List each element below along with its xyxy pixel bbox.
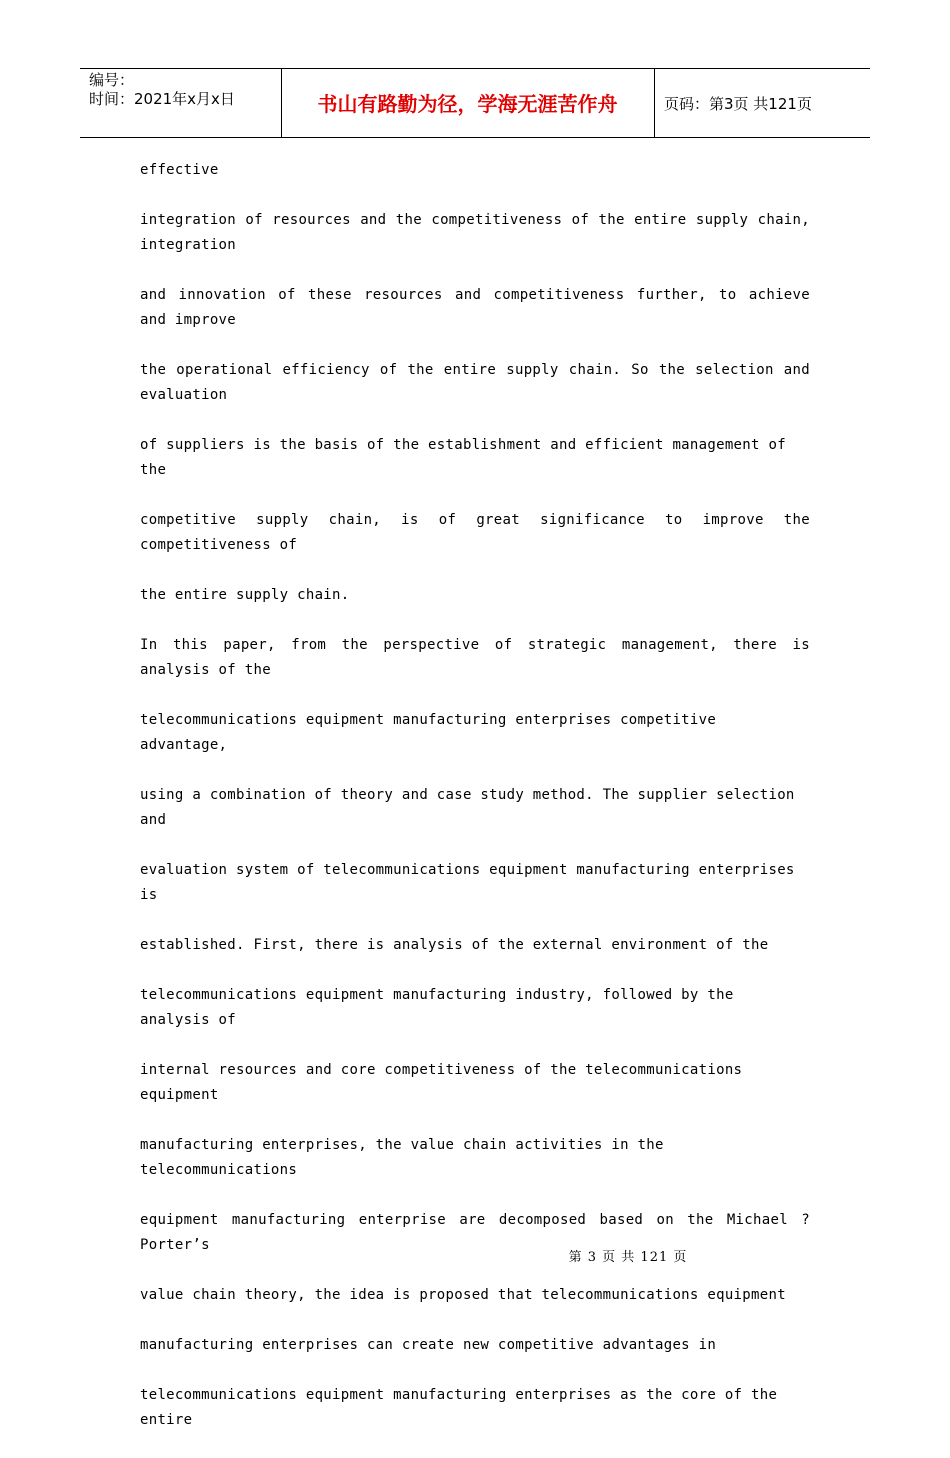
body-paragraph: the operational efficiency of the entire supply chain. So the selection and evaluation (140, 362, 810, 403)
body-paragraph: telecommunications equipment manufacturing enterprises as the core of the entire (140, 1387, 778, 1428)
body-paragraph: evaluation system of telecommunications equipment manufacturing enterprises is (140, 862, 795, 903)
page-footer: 第 3 页 共 121 页 (568, 1250, 688, 1265)
body-paragraph: manufacturing enterprises can create new competitive advantages in (140, 1337, 717, 1353)
body-paragraph: value chain theory, the idea is proposed that telecommunications equipment (140, 1287, 786, 1303)
body-paragraph: competitive supply chain, is of great significance to improve the competitiveness of (140, 512, 810, 553)
body-paragraph: and innovation of these resources and competitiveness further, to achieve and improve (140, 287, 810, 328)
header-motto: 书山有路勤为径，学海无涯苦作舟 (317, 92, 618, 116)
body-paragraph: manufacturing enterprises, the value chain activities in the telecommunications (140, 1137, 664, 1178)
body-paragraph: of suppliers is the basis of the establishment and efficient management of the (140, 437, 786, 478)
body-paragraph: telecommunications equipment manufacturing enterprises competitive advantage, (140, 712, 717, 753)
document-number-label: 编号： (89, 71, 135, 89)
body-paragraph: equipment manufacturing enterprise are decomposed based on the Michael ? Porter’s (140, 1212, 810, 1253)
header-page-info: 页码：第3页 共121页 (664, 95, 812, 113)
page-header (80, 68, 870, 138)
body-paragraph: using a combination of theory and case study method. The supplier selection and (140, 787, 795, 828)
body-paragraph: integration of resources and the competitiveness of the entire supply chain, integration (140, 212, 810, 253)
body-paragraph: the entire supply chain. (140, 587, 350, 603)
header-meta (89, 71, 279, 109)
body-paragraph: In this paper, from the perspective of strategic management, there is analysis of the (140, 637, 810, 678)
header-divider (654, 69, 655, 137)
body-paragraph: telecommunications equipment manufacturing industry, followed by the analysis of (140, 987, 734, 1028)
body-paragraph: established. First, there is analysis of the external environment of the (140, 937, 769, 953)
body-paragraph: effective (140, 162, 219, 178)
body-paragraph: internal resources and core competitiveness of the telecommunications equipment (140, 1062, 743, 1103)
document-date-label: 时间：2021年x月x日 (89, 90, 235, 108)
